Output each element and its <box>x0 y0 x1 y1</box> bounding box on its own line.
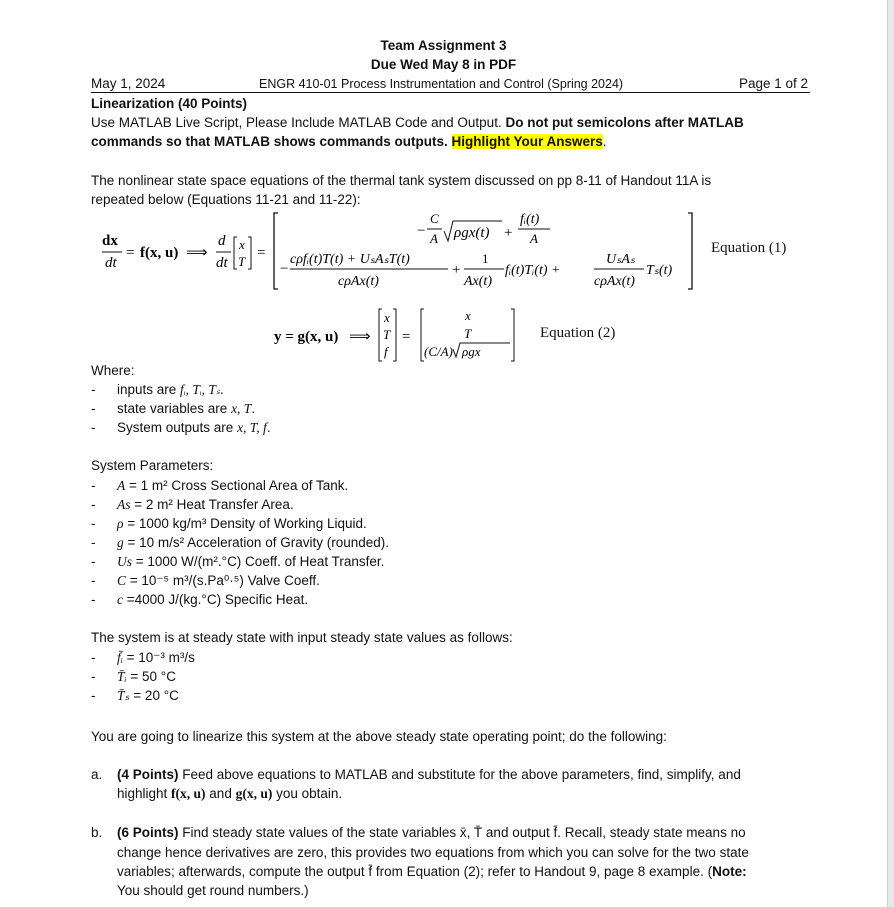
param-symbol: ρ <box>117 516 124 531</box>
bullet-dash: - <box>91 535 96 550</box>
where-item-text: System outputs are <box>117 420 238 435</box>
svg-text:dt: dt <box>216 255 228 271</box>
param-symbol: g <box>117 535 124 550</box>
param-symbol: C <box>117 573 127 588</box>
svg-text:f(x, u): f(x, u) <box>140 245 179 261</box>
svg-text:y = g(x, u): y = g(x, u) <box>274 329 339 345</box>
param-item <box>117 554 384 570</box>
where-item-states <box>117 401 255 417</box>
where-item-end: . <box>251 401 256 416</box>
param-value: = 1 m² Cross Sectional Area of Tank. <box>125 478 349 493</box>
svg-text:x: x <box>465 308 471 323</box>
task-a-label: a. <box>91 767 103 782</box>
due-date: Due Wed May 8 in PDF <box>370 57 517 72</box>
svg-text:C: C <box>430 211 439 226</box>
svg-text:ρgx: ρgx <box>462 344 481 359</box>
steady-value: = 10⁻³ m³/s <box>122 650 195 665</box>
where-item-more2: , T <box>201 382 216 397</box>
equation-2 <box>272 305 532 367</box>
param-item <box>117 497 294 513</box>
equation-1-label: Equation (1) <box>711 240 787 256</box>
svg-text:+: + <box>504 225 513 241</box>
where-title: Where: <box>91 363 135 378</box>
param-value: = 1000 W/(m².°C) Coeff. of Heat Transfer. <box>132 554 385 569</box>
where-item-inputs <box>117 382 224 398</box>
bullet-dash: - <box>91 669 96 684</box>
param-symbol: Us <box>117 554 133 569</box>
task-a-line-1 <box>117 767 741 782</box>
task-b-line-2: change hence derivatives are zero, this provides two equations from which you can solve for the two state <box>117 845 749 860</box>
instruction-text: Use MATLAB Live Script, Please Include MATLAB Code and Output. <box>91 115 506 130</box>
bullet-dash: - <box>91 573 96 588</box>
param-symbol: A <box>117 478 126 493</box>
param-item <box>117 516 367 532</box>
svg-text:+: + <box>452 262 461 278</box>
svg-text:⟹: ⟹ <box>349 329 371 345</box>
instruction-bold: Do not put semicolons after MATLAB <box>505 115 744 130</box>
assignment-title: Team Assignment 3 <box>380 38 507 53</box>
param-symbol: As <box>117 497 131 512</box>
instruction-end: . <box>602 134 607 149</box>
svg-text:ρgx(t): ρgx(t) <box>454 225 490 241</box>
bullet-dash: - <box>91 516 96 531</box>
svg-text:=: = <box>257 245 266 261</box>
param-item <box>117 535 389 551</box>
where-item-math: x, T, f <box>237 420 267 435</box>
where-item-sub2: ᵢ <box>199 385 202 397</box>
svg-text:fᵢ(t)Tᵢ(t) +: fᵢ(t)Tᵢ(t) + <box>505 263 561 278</box>
bullet-dash: - <box>91 401 96 416</box>
header-date: May 1, 2024 <box>91 76 166 91</box>
param-item <box>117 478 348 494</box>
steady-item <box>117 688 179 704</box>
svg-text:⟹: ⟹ <box>186 245 208 261</box>
instruction-text-2: commands so that MATLAB shows commands outputs. <box>91 134 452 149</box>
param-value: = 1000 kg/m³ Density of Working Liquid. <box>123 516 367 531</box>
bullet-dash: - <box>91 420 96 435</box>
task-a-text-2: highlight <box>117 786 172 801</box>
where-item-text: state variables are <box>117 401 232 416</box>
param-item <box>117 592 308 608</box>
where-item-end: . <box>219 382 224 397</box>
instruction-line-2 <box>91 134 607 149</box>
bullet-dash: - <box>91 382 96 397</box>
steady-item <box>117 650 195 666</box>
svg-text:x: x <box>384 310 390 325</box>
svg-text:T: T <box>464 326 472 341</box>
svg-text:cρAx(t): cρAx(t) <box>594 274 635 289</box>
equation-1 <box>100 205 700 297</box>
svg-text:cρfᵢ(t)T(t) + UₛAₛT(t): cρfᵢ(t)T(t) + UₛAₛT(t) <box>290 252 410 267</box>
param-value: =4000 J/(kg.°C) Specific Heat. <box>123 592 309 607</box>
section-title: Linearization (40 Points) <box>91 96 248 111</box>
steady-item <box>117 669 176 685</box>
task-b-text-3: variables; afterwards, compute the output f̄ from Equation (2); refer to Handout 9, page 8 example. ( <box>117 864 713 879</box>
svg-text:=: = <box>402 329 411 345</box>
svg-text:A: A <box>430 231 438 246</box>
svg-text:−: − <box>280 261 289 277</box>
steady-symbol: f̄ᵢ <box>117 650 123 665</box>
task-a-g-expr: g(x, u) <box>235 786 273 801</box>
bullet-dash: - <box>91 497 96 512</box>
where-item-math: x, T <box>231 401 252 416</box>
svg-text:dt: dt <box>105 255 117 271</box>
where-item-sub3: ₛ <box>215 385 220 397</box>
svg-text:f: f <box>384 344 388 359</box>
where-item-end: . <box>266 420 271 435</box>
svg-text:T: T <box>238 254 246 269</box>
svg-text:−: − <box>417 223 426 239</box>
task-a-and: and <box>205 786 236 801</box>
svg-text:Ax(t): Ax(t) <box>464 274 492 289</box>
svg-text:(C/A): (C/A) <box>424 344 453 359</box>
bullet-dash: - <box>91 688 96 703</box>
param-value: = 10⁻⁵ m³/(s.Pa⁰·⁵) Valve Coeff. <box>126 573 320 588</box>
task-a-text: Feed above equations to MATLAB and substitute for the above parameters, find, simplify, and <box>178 767 741 782</box>
paragraph-line-1: The nonlinear state space equations of the thermal tank system discussed on pp 8-11 of Handout 11A is <box>91 173 712 188</box>
task-intro: You are going to linearize this system at the above steady state operating point; do the following: <box>91 729 667 744</box>
where-item-sub: ᵢ <box>183 385 186 397</box>
header-rule <box>91 92 810 93</box>
param-item <box>117 573 320 589</box>
param-value: = 10 m/s² Acceleration of Gravity (rounded). <box>123 535 389 550</box>
bullet-dash: - <box>91 478 96 493</box>
param-symbol: c <box>117 592 123 607</box>
highlighted-answers: Highlight Your Answers <box>451 134 603 149</box>
svg-text:T: T <box>383 327 391 342</box>
where-item-text: inputs are <box>117 382 181 397</box>
svg-text:=: = <box>126 245 135 261</box>
svg-text:d: d <box>218 233 226 249</box>
svg-text:A: A <box>530 231 538 246</box>
task-a-f-expr: f(x, u) <box>171 786 206 801</box>
task-b-text: Find steady state values of the state variables x̄, T̄ and output f̄. Recall, steady state means no <box>178 825 746 840</box>
header-course: ENGR 410-01 Process Instrumentation and Control (Spring 2024) <box>259 77 624 91</box>
task-b-label: b. <box>91 825 103 840</box>
steady-value: = 20 °C <box>129 688 179 703</box>
steady-symbol: T̄ₛ <box>117 688 130 703</box>
where-item-math: f <box>180 382 184 397</box>
where-item-outputs <box>117 420 271 436</box>
task-b-note: Note: <box>712 864 747 879</box>
task-b-line-1 <box>117 825 746 840</box>
steady-symbol: T̄ᵢ <box>117 669 127 684</box>
task-a-end: you obtain. <box>272 786 343 801</box>
svg-text:Tₛ(t): Tₛ(t) <box>646 263 673 278</box>
param-value: = 2 m² Heat Transfer Area. <box>130 497 294 512</box>
instruction-line-1 <box>91 115 744 130</box>
svg-text:1: 1 <box>482 251 489 266</box>
steady-title: The system is at steady state with input steady state values as follows: <box>91 630 513 645</box>
header-page-number: Page 1 of 2 <box>739 76 809 91</box>
task-b-points: (6 Points) <box>117 825 179 840</box>
task-b-line-4: You should get round numbers.) <box>117 883 309 898</box>
svg-text:fᵢ(t): fᵢ(t) <box>520 212 540 227</box>
svg-text:cρAx(t): cρAx(t) <box>338 274 379 289</box>
svg-text:dx: dx <box>102 233 118 249</box>
params-title: System Parameters: <box>91 458 214 473</box>
bullet-dash: - <box>91 554 96 569</box>
task-a-line-2 <box>117 786 342 802</box>
where-item-more: , T <box>185 382 200 397</box>
svg-text:x: x <box>239 237 245 252</box>
equation-2-label: Equation (2) <box>540 325 616 341</box>
svg-text:UₛAₛ: UₛAₛ <box>606 252 636 267</box>
steady-value: = 50 °C <box>126 669 176 684</box>
bullet-dash: - <box>91 592 96 607</box>
paragraph-line-2: repeated below (Equations 11-21 and 11-22): <box>91 192 361 207</box>
task-a-points: (4 Points) <box>117 767 179 782</box>
task-b-line-3 <box>117 864 747 879</box>
bullet-dash: - <box>91 650 96 665</box>
